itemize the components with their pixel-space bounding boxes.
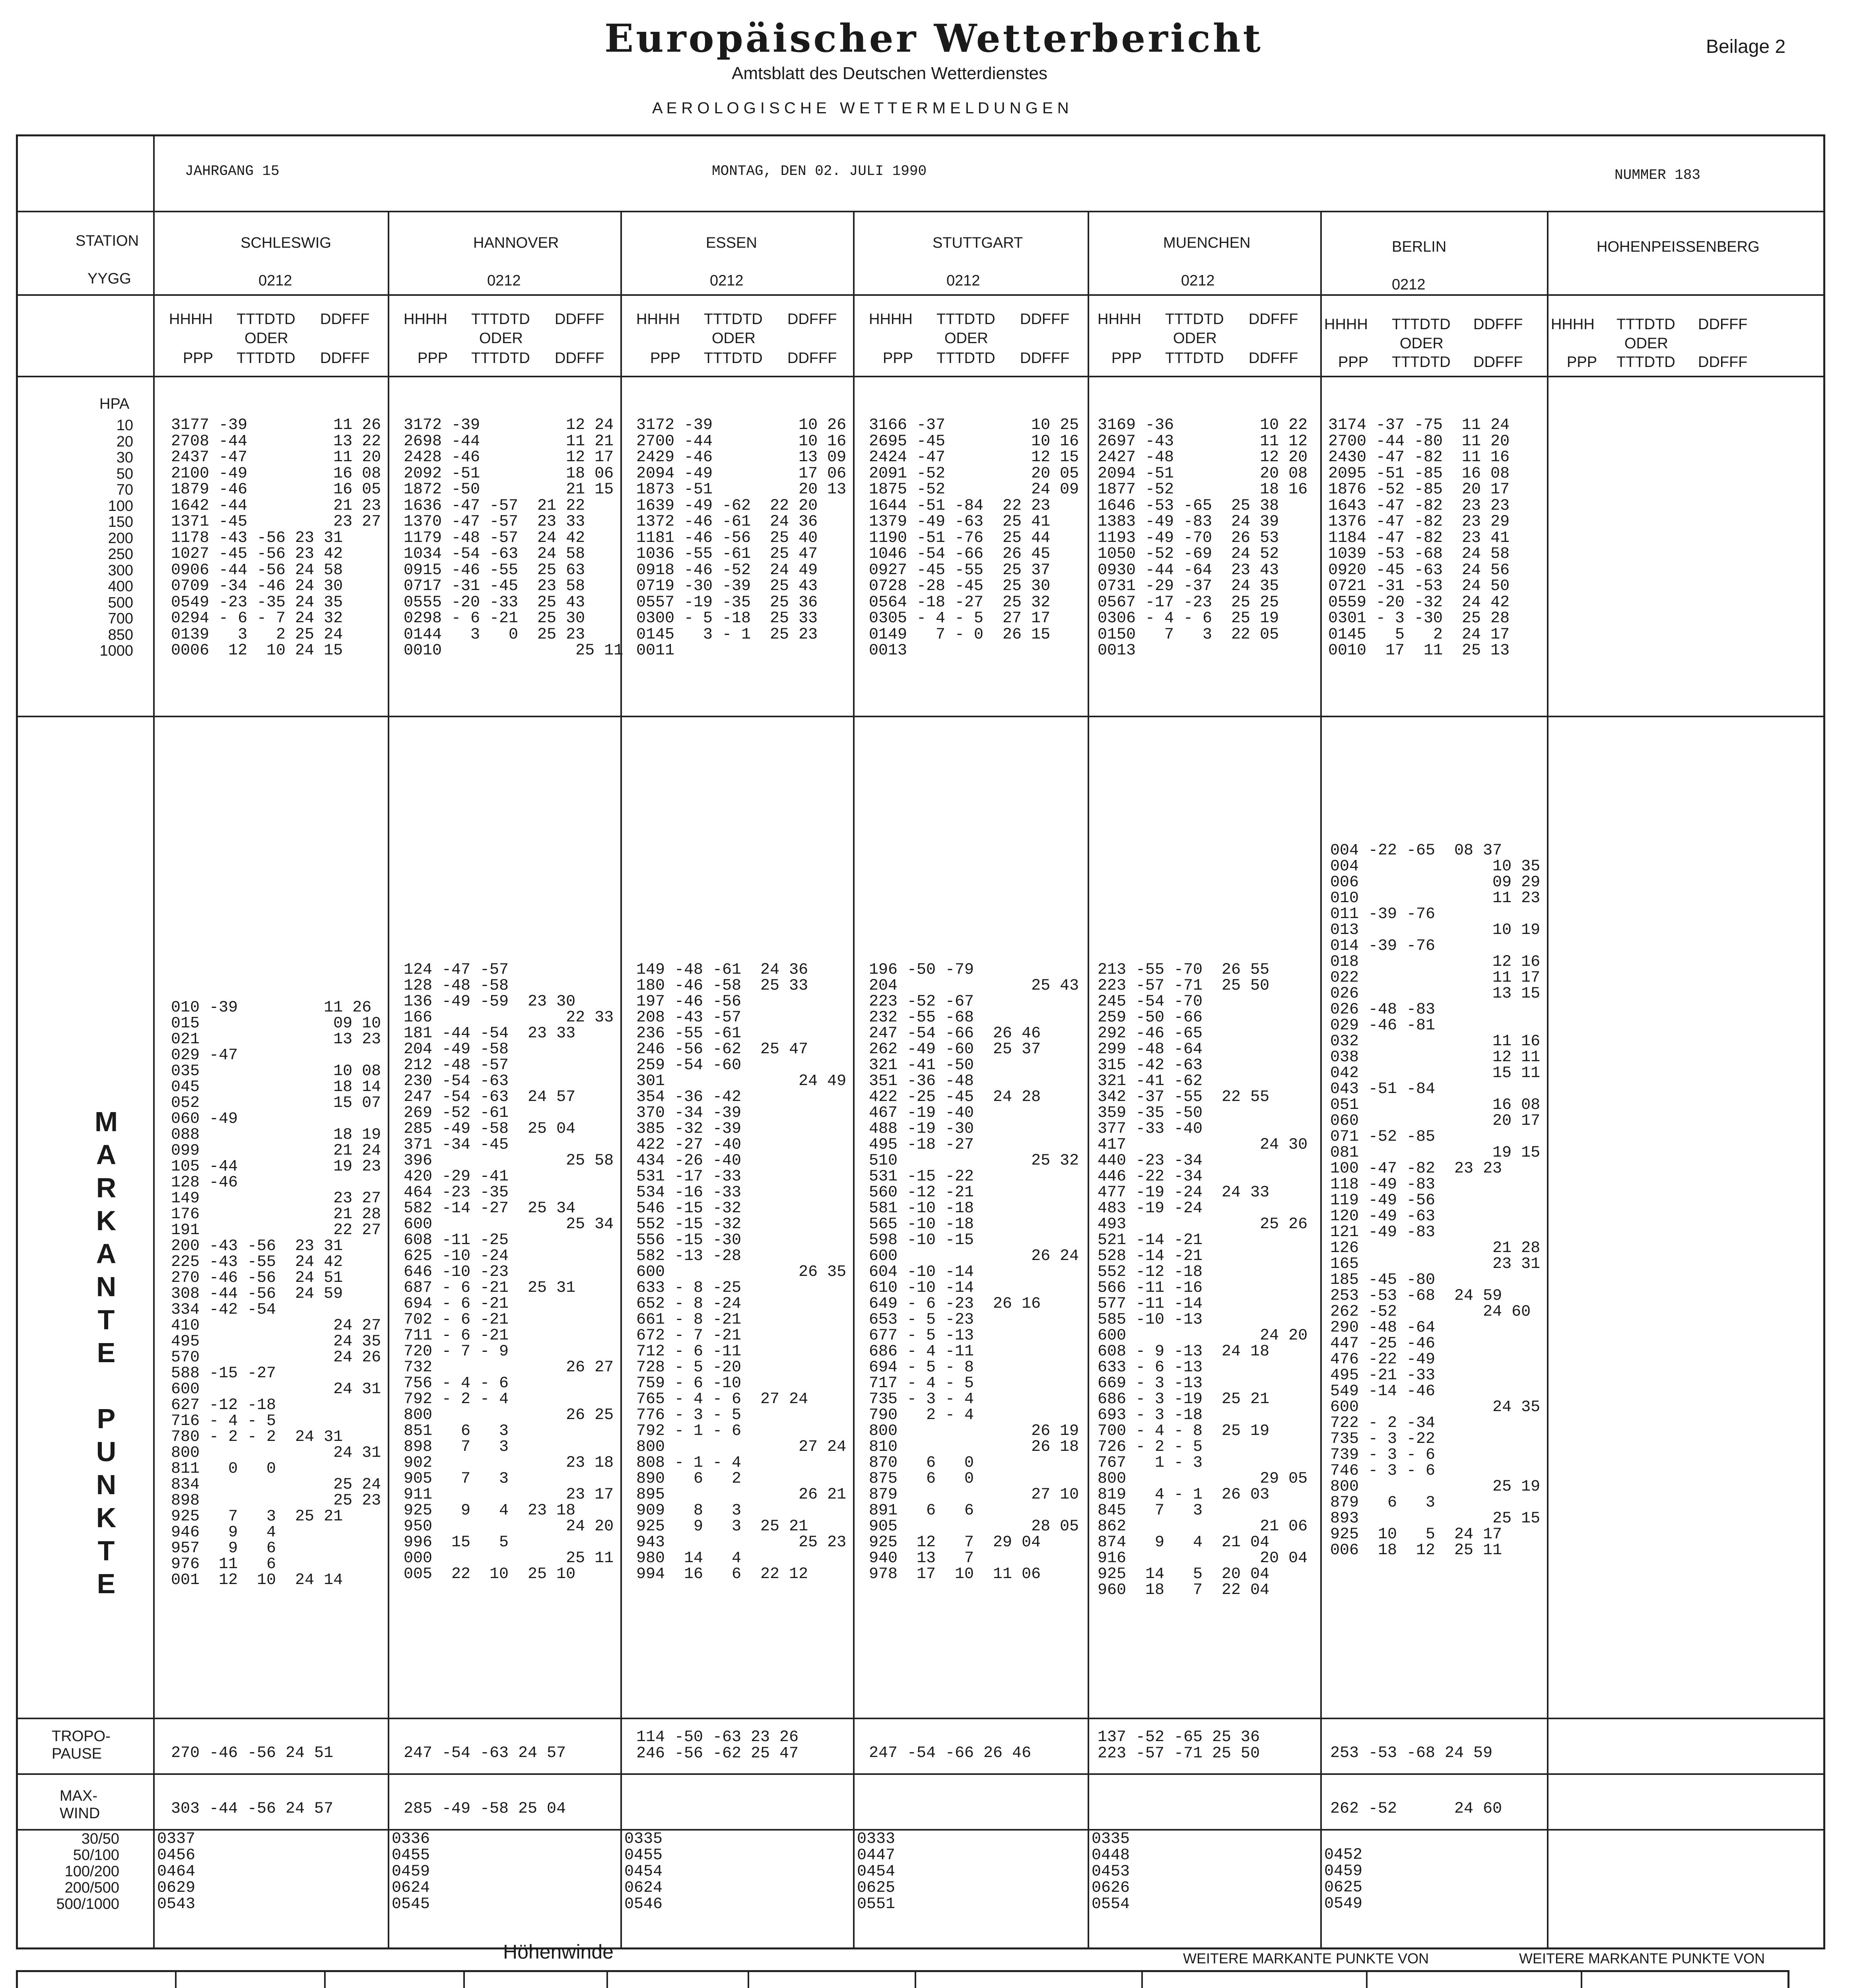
colhead-ddfff2: DDFFF xyxy=(1473,354,1523,371)
hpa-label: HPA xyxy=(99,396,130,412)
markante-punkte: 149 -48 -61 24 36 180 -46 -58 25 33 197 -46 -56 208 -43 -57 236 -55 -61 246 -56 -62 25 47 259 -54 -60 301 24 49 354 -36 -42 370 -34 -39 385 -32 -39 422 -27 -40 434 -26 -40 531 -17 -33 534 -16 -33 546 -15 -32 552 -15 -32 556 -15 -30 582 -13 -28 600 26 35 633 - 8 -25 652 - 8 -24 661 - 8 -21 672 - 7 -21 712 - 6 -11 728 - 5 -20 759 - 6 -10 765 - 4 - 6 27 24 776 - 3 - 5 792 - 1 - 6 800 27 24 808 - 1 - 4 890 6 2 895 26 21 909 8 3 925 9 3 25 21 943 25 23 980 14 4 994 16 6 22 12 xyxy=(636,961,847,1583)
colhead-tttdtd2: TTTDTD xyxy=(936,350,995,367)
colhead-hhhh: HHHH xyxy=(1098,311,1141,328)
layer-labels: 30/50 50/100 100/200 200/500 500/1000 xyxy=(56,1831,119,1912)
colhead-ddfff: DDFFF xyxy=(1473,316,1523,333)
station-yygg: 0212 xyxy=(258,272,292,289)
beilage-label: Beilage 2 xyxy=(1706,36,1786,57)
colhead-ppp: PPP xyxy=(1338,354,1369,371)
colhead-hhhh: HHHH xyxy=(1324,316,1368,333)
standard-levels: 3172 -39 12 24 2698 -44 11 21 2428 -46 12 17 2092 -51 18 06 1872 -50 21 15 1636 -47 -57 21 22 1370 -47 -57 23 33 1179 -48 -57 24 42 1034 -54 -63 24 58 0915 -46 -55 25 63 0717 -31 -45 23 58 0555 -20 -33 25 43 0298 - 6 -21 25 30 0144 3 0 25 23 0010 25 11 xyxy=(404,416,624,660)
colhead-oder: ODER xyxy=(944,330,988,347)
tropopause: 137 -52 -65 25 36 223 -57 -71 25 50 xyxy=(1098,1728,1260,1763)
colhead-ddfff: DDFFF xyxy=(1020,311,1070,328)
colhead-ppp: PPP xyxy=(183,350,214,367)
max-wind: 262 -52 24 60 xyxy=(1330,1800,1502,1818)
station-yygg: 0212 xyxy=(946,272,980,289)
colhead-tttdtd: TTTDTD xyxy=(1392,316,1451,333)
colhead-tttdtd2: TTTDTD xyxy=(1616,354,1675,371)
tropo-label: TROPO- PAUSE xyxy=(52,1728,111,1762)
colhead-ppp: PPP xyxy=(1111,350,1142,367)
colhead-tttdtd2: TTTDTD xyxy=(237,350,295,367)
colhead-ddfff: DDFFF xyxy=(1698,316,1748,333)
colhead-ppp: PPP xyxy=(883,350,913,367)
station-yygg: 0212 xyxy=(1181,272,1215,289)
colhead-ddfff2: DDFFF xyxy=(555,350,604,367)
colhead-oder: ODER xyxy=(712,330,756,347)
section-title: A E R O L O G I S C H E W E T T E R M E L D U N G E N xyxy=(652,99,1069,117)
hoehenwinde-title: Höhenwinde xyxy=(503,1941,614,1963)
standard-levels: 3174 -37 -75 11 24 2700 -44 -80 11 20 2430 -47 -82 11 16 2095 -51 -85 16 08 1876 -52 -85 20 17 1643 -47 -82 23 23 1376 -47 -82 23 29 1184 -47 -82 23 41 1039 -53 -68 24 58 0920 -45 -63 24 56 0721 -31 -53 24 50 0559 -20 -32 24 42 0301 - 3 -30 25 28 0145 5 2 24 17 0010 17 11 25 13 xyxy=(1328,416,1510,660)
colhead-tttdtd: TTTDTD xyxy=(936,311,995,328)
tropopause: 247 -54 -66 26 46 xyxy=(869,1744,1032,1762)
weitere-label-1: WEITERE MARKANTE PUNKTE VON xyxy=(1183,1950,1429,1967)
colhead-ddfff2: DDFFF xyxy=(1698,354,1748,371)
colhead-ppp: PPP xyxy=(650,350,681,367)
colhead-oder: ODER xyxy=(1624,335,1668,352)
markante-punkte: 124 -47 -57 128 -48 -58 136 -49 -59 23 30 166 22 33 181 -44 -54 23 33 204 -49 -58 212 -48 -57 230 -54 -63 247 -54 -63 24 57 269 -52 -61 285 -49 -58 25 04 371 -34 -45 396 25 58 420 -29 -41 464 -23 -35 582 -14 -27 25 34 600 25 34 608 -11 -25 625 -10 -24 646 -10 -23 687 - 6 -21 25 31 694 - 6 -21 702 - 6 -21 711 - 6 -21 720 - 7 - 9 732 26 27 756 - 4 - 6 792 - 2 - 4 800 26 25 851 6 3 898 7 3 902 23 18 905 7 3 911 23 17 925 9 4 23 18 950 24 20 996 15 5 000 25 11 005 22 10 25 10 xyxy=(404,961,614,1583)
colhead-tttdtd2: TTTDTD xyxy=(1392,354,1451,371)
hpa-levels: 10 20 30 50 70 100 150 200 250 300 400 500 700 850 1000 xyxy=(99,417,133,659)
markante-punkte: 010 -39 11 26 015 09 10 021 13 23 029 -47 035 10 08 045 18 14 052 15 07 060 -49 088 18 19 099 21 24 105 -44 19 23 128 -46 149 23 27 176 21 28 191 22 27 200 -43 -56 23 31 225 -43 -55 24 42 270 -46 -56 24 51 308 -44 -56 24 59 334 -42 -54 410 24 27 495 24 35 570 24 26 588 -15 -27 600 24 31 627 -12 -18 716 - 4 - 5 780 - 2 - 2 24 31 800 24 31 811 0 0 834 25 24 898 25 23 925 7 3 25 21 946 9 4 957 9 6 976 11 6 001 12 10 24 14 xyxy=(171,999,381,1589)
colhead-tttdtd: TTTDTD xyxy=(471,311,530,328)
colhead-hhhh: HHHH xyxy=(1551,316,1595,333)
colhead-hhhh: HHHH xyxy=(869,311,913,328)
colhead-tttdtd: TTTDTD xyxy=(237,311,295,328)
colhead-ppp: PPP xyxy=(418,350,448,367)
station-name: HANNOVER xyxy=(473,235,559,251)
wind-table xyxy=(16,1970,1789,1988)
markante-punkte: 213 -55 -70 26 55 223 -57 -71 25 50 245 -54 -70 259 -50 -66 292 -46 -65 299 -48 -64 315 -42 -63 321 -41 -62 342 -37 -55 22 55 359 -35 -50 377 -33 -40 417 24 30 440 -23 -34 446 -22 -34 477 -19 -24 24 33 483 -19 -24 493 25 26 521 -14 -21 528 -14 -21 552 -12 -18 566 -11 -16 577 -11 -14 585 -10 -13 600 24 20 608 - 9 -13 24 18 633 - 6 -13 669 - 3 -13 686 - 3 -19 25 21 693 - 3 -18 700 - 4 - 8 25 19 726 - 2 - 5 767 1 - 3 800 29 05 819 4 - 1 26 03 845 7 3 862 21 06 874 9 4 21 04 916 20 04 925 14 5 20 04 960 18 7 22 04 xyxy=(1098,961,1308,1599)
layer-thickness: 0452 0459 0625 0549 xyxy=(1324,1846,1363,1913)
colhead-hhhh: HHHH xyxy=(404,311,447,328)
markante-punkte: 004 -22 -65 08 37 004 10 35 006 09 29 010 11 23 011 -39 -76 013 10 19 014 -39 -76 018 12 16 022 11 17 026 13 15 026 -48 -83 029 -46 -81 032 11 16 038 12 11 042 15 11 043 -51 -84 051 16 08 060 20 17 071 -52 -85 081 19 15 100 -47 -82 23 23 118 -49 -83 119 -49 -56 120 -49 -63 121 -49 -83 126 21 28 165 23 31 185 -45 -80 253 -53 -68 24 59 262 -52 24 60 290 -48 -64 447 -25 -46 476 -22 -49 495 -21 -33 549 -14 -46 600 24 35 722 - 2 -34 735 - 3 -22 739 - 3 - 6 746 - 3 - 6 800 25 19 879 6 3 893 25 15 925 10 5 24 17 006 18 12 25 11 xyxy=(1330,842,1541,1559)
jahrgang-label: JAHRGANG 15 xyxy=(185,163,280,179)
station-yygg: 0212 xyxy=(1392,276,1426,293)
colhead-hhhh: HHHH xyxy=(169,311,213,328)
colhead-tttdtd2: TTTDTD xyxy=(704,350,763,367)
colhead-oder: ODER xyxy=(1173,330,1217,347)
colhead-tttdtd2: TTTDTD xyxy=(1165,350,1224,367)
colhead-tttdtd: TTTDTD xyxy=(1616,316,1675,333)
colhead-ddfff2: DDFFF xyxy=(320,350,370,367)
colhead-tttdtd: TTTDTD xyxy=(704,311,763,328)
colhead-ddfff: DDFFF xyxy=(1249,311,1298,328)
station-label: STATION xyxy=(76,233,139,249)
standard-levels: 3177 -39 11 26 2708 -44 13 22 2437 -47 11 20 2100 -49 16 08 1879 -46 16 05 1642 -44 21 23 1371 -45 23 27 1178 -43 -56 23 31 1027 -45 -56 23 42 0906 -44 -56 24 58 0709 -34 -46 24 30 0549 -23 -35 24 35 0294 - 6 - 7 24 32 0139 3 2 25 24 0006 12 10 24 15 xyxy=(171,416,381,660)
station-yygg: 0212 xyxy=(487,272,521,289)
station-name: BERLIN xyxy=(1392,239,1447,255)
colhead-ddfff: DDFFF xyxy=(787,311,837,328)
colhead-ddfff2: DDFFF xyxy=(1249,350,1298,367)
markante-label: M A R K A N T E P U N K T E xyxy=(94,1106,118,1599)
issue-number: NUMMER 183 xyxy=(1614,167,1701,183)
layer-thickness: 0335 0448 0453 0626 0554 xyxy=(1092,1830,1130,1913)
max-wind: 303 -44 -56 24 57 xyxy=(171,1800,334,1818)
station-yygg: 0212 xyxy=(710,272,744,289)
colhead-ddfff2: DDFFF xyxy=(1020,350,1070,367)
maxwind-label: MAX- WIND xyxy=(60,1788,100,1822)
standard-levels: 3169 -36 10 22 2697 -43 11 12 2427 -48 12 20 2094 -51 20 08 1877 -52 18 16 1646 -53 -65 25 38 1383 -49 -83 24 39 1193 -49 -70 26 53 1050 -52 -69 24 52 0930 -44 -64 23 43 0731 -29 -37 24 35 0567 -17 -23 25 25 0306 - 4 - 6 25 19 0150 7 3 22 05 0013 xyxy=(1098,416,1308,660)
issue-date: MONTAG, DEN 02. JULI 1990 xyxy=(712,163,927,179)
markante-punkte: 196 -50 -79 204 25 43 223 -52 -67 232 -55 -68 247 -54 -66 26 46 262 -49 -60 25 37 321 -41 -50 351 -36 -48 422 -25 -45 24 28 467 -19 -40 488 -19 -30 495 -18 -27 510 25 32 531 -15 -22 560 -12 -21 581 -10 -18 565 -10 -18 598 -10 -15 600 26 24 604 -10 -14 610 -10 -14 649 - 6 -23 26 16 653 - 5 -23 677 - 5 -13 686 - 4 -11 694 - 5 - 8 717 - 4 - 5 735 - 3 - 4 790 2 - 4 800 26 19 810 26 18 870 6 0 875 6 0 879 27 10 891 6 6 905 28 05 925 12 7 29 04 940 13 7 978 17 10 11 06 xyxy=(869,961,1079,1583)
tropopause: 253 -53 -68 24 59 xyxy=(1330,1744,1493,1762)
station-name: HOHENPEISSENBERG xyxy=(1597,239,1760,255)
page-subtitle: Amtsblatt des Deutschen Wetterdienstes xyxy=(732,64,1048,83)
weitere-label-2: WEITERE MARKANTE PUNKTE VON xyxy=(1519,1950,1765,1967)
tropopause: 114 -50 -63 23 26 246 -56 -62 25 47 xyxy=(636,1728,799,1763)
colhead-oder: ODER xyxy=(479,330,523,347)
standard-levels: 3172 -39 10 26 2700 -44 10 16 2429 -46 13 09 2094 -49 17 06 1873 -51 20 13 1639 -49 -62 22 20 1372 -46 -61 24 36 1181 -46 -56 25 40 1036 -55 -61 25 47 0918 -46 -52 24 49 0719 -30 -39 25 43 0557 -19 -35 25 36 0300 - 5 -18 25 33 0145 3 - 1 25 23 0011 xyxy=(636,416,847,660)
colhead-oder: ODER xyxy=(1400,335,1444,352)
page-title: Europäischer Wetterbericht xyxy=(604,16,1263,61)
colhead-tttdtd2: TTTDTD xyxy=(471,350,530,367)
tropopause: 270 -46 -56 24 51 xyxy=(171,1744,334,1762)
layer-thickness: 0337 0456 0464 0629 0543 xyxy=(157,1830,196,1913)
colhead-hhhh: HHHH xyxy=(636,311,680,328)
colhead-ddfff2: DDFFF xyxy=(787,350,837,367)
layer-thickness: 0333 0447 0454 0625 0551 xyxy=(857,1830,896,1913)
yygg-label: YYGG xyxy=(87,270,131,287)
layer-thickness: 0335 0455 0454 0624 0546 xyxy=(624,1830,663,1913)
layer-thickness: 0336 0455 0459 0624 0545 xyxy=(392,1830,430,1913)
colhead-ddfff: DDFFF xyxy=(320,311,370,328)
colhead-tttdtd: TTTDTD xyxy=(1165,311,1224,328)
station-name: ESSEN xyxy=(706,235,757,251)
tropopause: 247 -54 -63 24 57 xyxy=(404,1744,566,1762)
colhead-ppp: PPP xyxy=(1567,354,1597,371)
station-name: STUTTGART xyxy=(933,235,1023,251)
max-wind: 285 -49 -58 25 04 xyxy=(404,1800,566,1818)
colhead-oder: ODER xyxy=(245,330,288,347)
station-name: SCHLESWIG xyxy=(241,235,332,251)
station-name: MUENCHEN xyxy=(1163,235,1251,251)
colhead-ddfff: DDFFF xyxy=(555,311,604,328)
standard-levels: 3166 -37 10 25 2695 -45 10 16 2424 -47 12 15 2091 -52 20 05 1875 -52 24 09 1644 -51 -84 22 23 1379 -49 -63 25 41 1190 -51 -76 25 44 1046 -54 -66 26 45 0927 -45 -55 25 37 0728 -28 -45 25 30 0564 -18 -27 25 32 0305 - 4 - 5 27 17 0149 7 - 0 26 15 0013 xyxy=(869,416,1079,660)
